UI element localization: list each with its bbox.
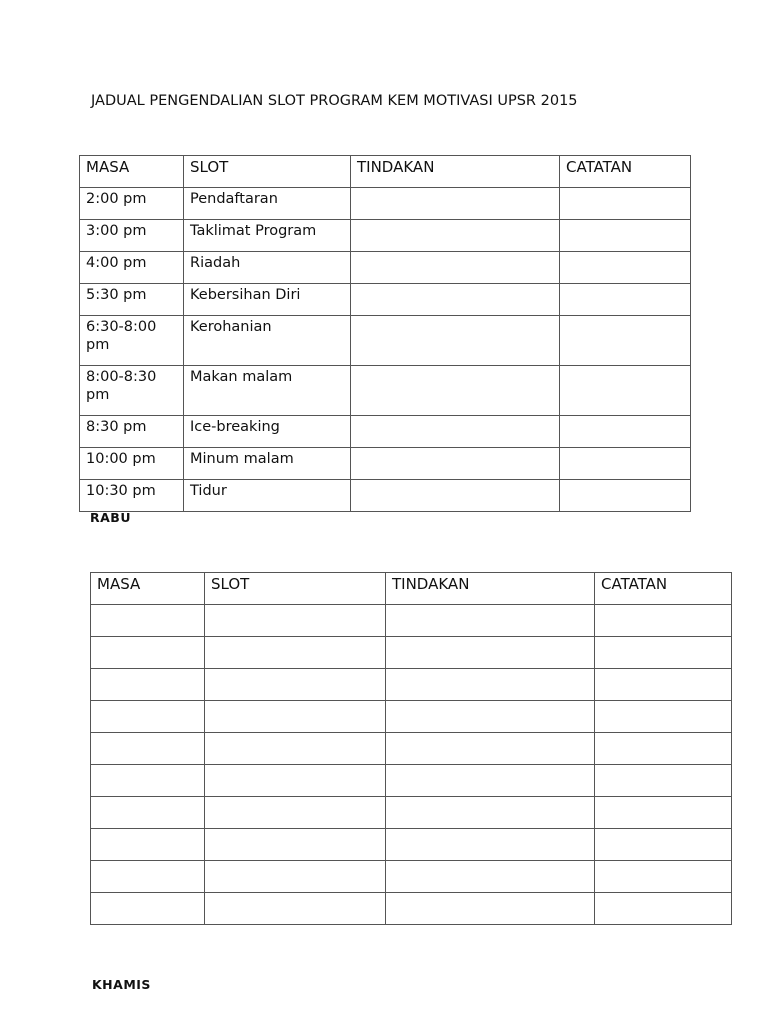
cell-masa: 6:30-8:00 pm xyxy=(80,316,184,366)
cell-slot[interactable] xyxy=(205,797,386,829)
cell-masa[interactable] xyxy=(91,765,205,797)
cell-slot: Riadah xyxy=(184,252,351,284)
cell-slot[interactable] xyxy=(205,861,386,893)
cell-catatan[interactable] xyxy=(595,637,732,669)
cell-slot: Kebersihan Diri xyxy=(184,284,351,316)
cell-masa: 3:00 pm xyxy=(80,220,184,252)
cell-tindakan[interactable] xyxy=(351,448,560,480)
cell-tindakan[interactable] xyxy=(351,220,560,252)
schedule-table-day1 xyxy=(79,155,691,512)
cell-catatan[interactable] xyxy=(595,797,732,829)
cell-slot: Ice-breaking xyxy=(184,416,351,448)
cell-slot[interactable] xyxy=(205,701,386,733)
header-catatan: CATATAN xyxy=(595,573,732,605)
cell-catatan[interactable] xyxy=(560,480,691,512)
cell-masa: 10:00 pm xyxy=(80,448,184,480)
header-catatan: CATATAN xyxy=(560,156,691,188)
table-row xyxy=(80,284,691,316)
cell-slot[interactable] xyxy=(205,893,386,925)
table-row xyxy=(80,220,691,252)
cell-slot: Minum malam xyxy=(184,448,351,480)
table-row xyxy=(80,448,691,480)
day-label-rabu: RABU xyxy=(90,510,131,525)
cell-masa[interactable] xyxy=(91,637,205,669)
cell-masa[interactable] xyxy=(91,701,205,733)
cell-slot: Kerohanian xyxy=(184,316,351,366)
cell-masa: 2:00 pm xyxy=(80,188,184,220)
cell-tindakan[interactable] xyxy=(351,416,560,448)
cell-slot[interactable] xyxy=(205,765,386,797)
cell-catatan[interactable] xyxy=(560,448,691,480)
cell-tindakan[interactable] xyxy=(386,893,595,925)
cell-tindakan[interactable] xyxy=(351,480,560,512)
cell-tindakan[interactable] xyxy=(386,797,595,829)
table-row xyxy=(80,252,691,284)
table-header-row xyxy=(91,573,732,605)
cell-tindakan[interactable] xyxy=(386,669,595,701)
cell-masa[interactable] xyxy=(91,861,205,893)
cell-tindakan[interactable] xyxy=(386,861,595,893)
table-row xyxy=(91,829,732,861)
cell-tindakan[interactable] xyxy=(351,316,560,366)
header-slot: SLOT xyxy=(184,156,351,188)
cell-masa: 4:00 pm xyxy=(80,252,184,284)
cell-tindakan[interactable] xyxy=(351,284,560,316)
cell-masa[interactable] xyxy=(91,797,205,829)
cell-masa: 10:30 pm xyxy=(80,480,184,512)
table-row xyxy=(80,188,691,220)
table-row xyxy=(91,765,732,797)
day-label-khamis: KHAMIS xyxy=(92,977,151,992)
cell-catatan[interactable] xyxy=(595,829,732,861)
cell-tindakan[interactable] xyxy=(386,733,595,765)
cell-catatan[interactable] xyxy=(560,366,691,416)
table-row xyxy=(91,637,732,669)
cell-masa: 5:30 pm xyxy=(80,284,184,316)
cell-tindakan[interactable] xyxy=(351,188,560,220)
table-row xyxy=(91,797,732,829)
cell-catatan[interactable] xyxy=(595,861,732,893)
table-row xyxy=(91,669,732,701)
header-tindakan: TINDAKAN xyxy=(386,573,595,605)
cell-slot[interactable] xyxy=(205,605,386,637)
cell-catatan[interactable] xyxy=(595,733,732,765)
header-masa: MASA xyxy=(91,573,205,605)
header-masa: MASA xyxy=(80,156,184,188)
table-row xyxy=(80,316,691,366)
cell-masa[interactable] xyxy=(91,893,205,925)
cell-tindakan[interactable] xyxy=(351,366,560,416)
table-row xyxy=(91,605,732,637)
cell-slot: Makan malam xyxy=(184,366,351,416)
cell-masa[interactable] xyxy=(91,605,205,637)
cell-catatan[interactable] xyxy=(560,284,691,316)
cell-catatan[interactable] xyxy=(560,316,691,366)
cell-tindakan[interactable] xyxy=(386,765,595,797)
cell-masa: 8:00-8:30 pm xyxy=(80,366,184,416)
cell-masa[interactable] xyxy=(91,669,205,701)
cell-catatan[interactable] xyxy=(595,765,732,797)
table-row xyxy=(91,893,732,925)
cell-tindakan[interactable] xyxy=(386,605,595,637)
table-header-row xyxy=(80,156,691,188)
cell-slot[interactable] xyxy=(205,669,386,701)
cell-catatan[interactable] xyxy=(595,605,732,637)
cell-catatan[interactable] xyxy=(560,252,691,284)
document-title: JADUAL PENGENDALIAN SLOT PROGRAM KEM MOTIVASI UPSR 2015 xyxy=(91,93,578,109)
cell-catatan[interactable] xyxy=(560,220,691,252)
cell-slot[interactable] xyxy=(205,733,386,765)
cell-catatan[interactable] xyxy=(560,188,691,220)
cell-tindakan[interactable] xyxy=(386,701,595,733)
cell-slot: Pendaftaran xyxy=(184,188,351,220)
cell-masa[interactable] xyxy=(91,829,205,861)
cell-slot[interactable] xyxy=(205,637,386,669)
cell-tindakan[interactable] xyxy=(351,252,560,284)
cell-slot[interactable] xyxy=(205,829,386,861)
cell-catatan[interactable] xyxy=(595,893,732,925)
cell-slot: Taklimat Program xyxy=(184,220,351,252)
table-row xyxy=(91,861,732,893)
cell-catatan[interactable] xyxy=(560,416,691,448)
table-row xyxy=(80,366,691,416)
table-row xyxy=(80,480,691,512)
table-row xyxy=(80,416,691,448)
cell-tindakan[interactable] xyxy=(386,829,595,861)
cell-masa[interactable] xyxy=(91,733,205,765)
cell-slot: Tidur xyxy=(184,480,351,512)
header-tindakan: TINDAKAN xyxy=(351,156,560,188)
cell-catatan[interactable] xyxy=(595,669,732,701)
table-row xyxy=(91,733,732,765)
cell-tindakan[interactable] xyxy=(386,637,595,669)
cell-masa: 8:30 pm xyxy=(80,416,184,448)
cell-catatan[interactable] xyxy=(595,701,732,733)
schedule-table-rabu xyxy=(90,572,732,925)
header-slot: SLOT xyxy=(205,573,386,605)
table-row xyxy=(91,701,732,733)
